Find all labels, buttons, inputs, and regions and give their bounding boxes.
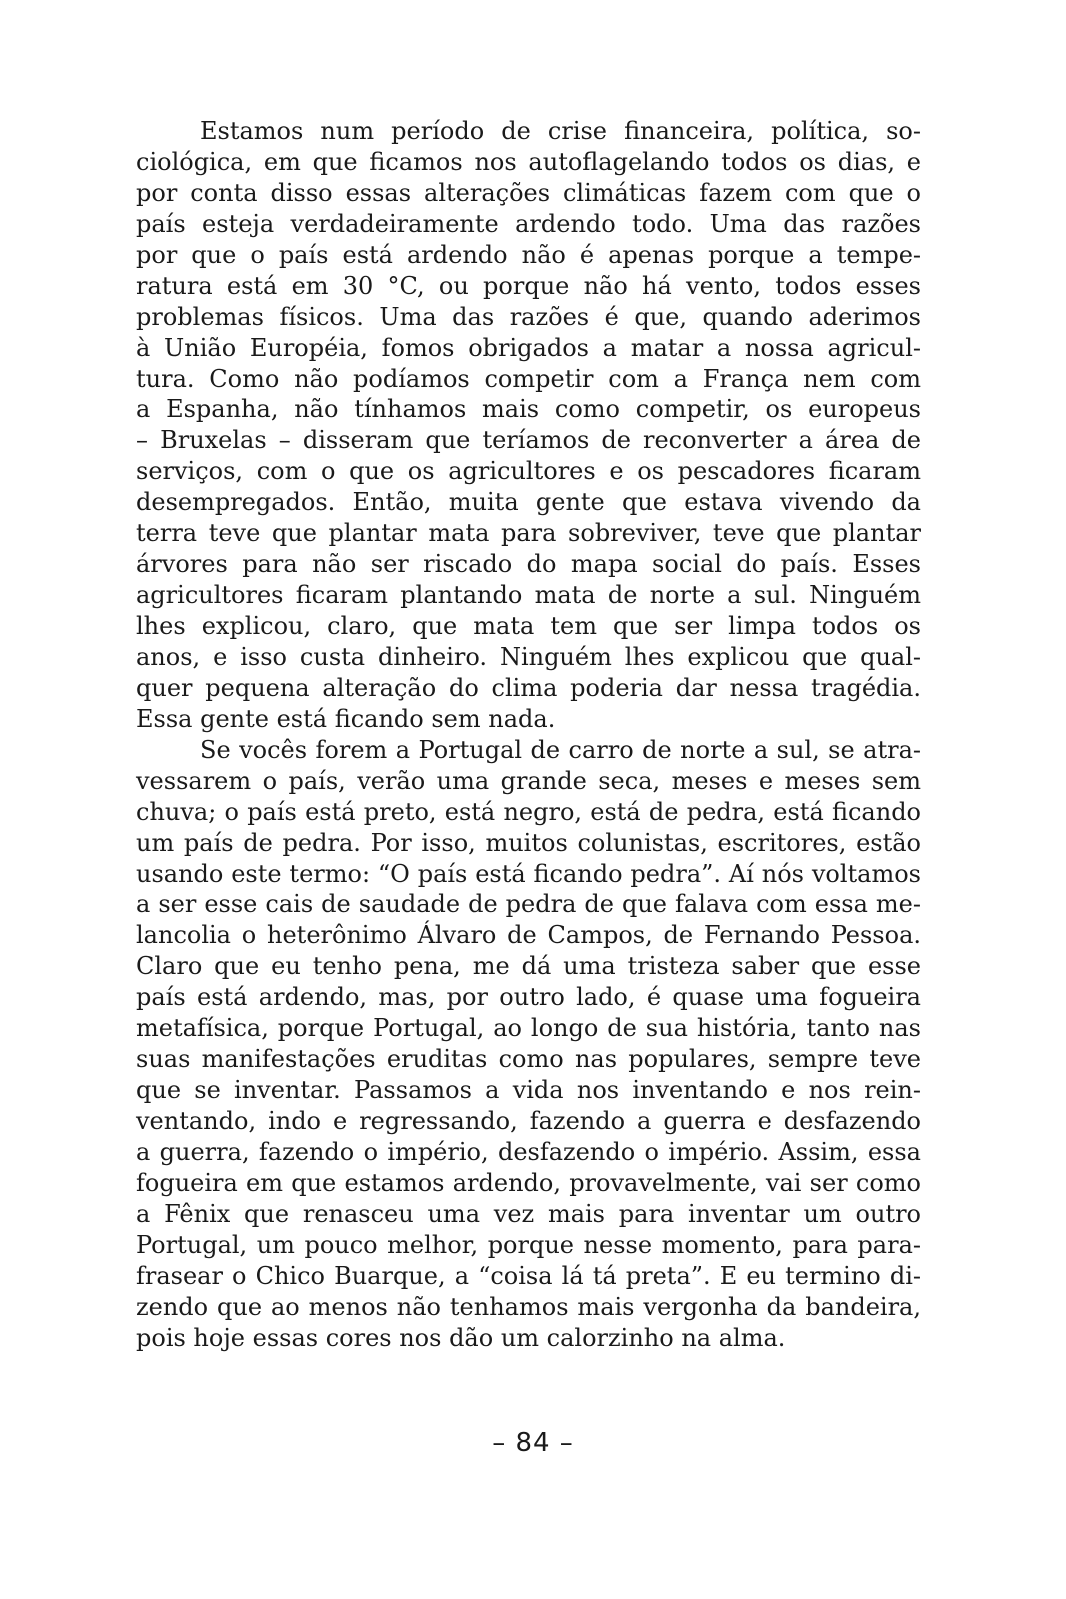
- text-line: por que o país está ardendo não é apenas porque a tempe-: [136, 240, 921, 269]
- text-line: – Bruxelas – disseram que teríamos de reconverter a área de: [136, 426, 921, 455]
- paragraph-1: [136, 116, 921, 735]
- text-line: pois hoje essas cores nos dão um calorzinho na alma.: [136, 1323, 786, 1352]
- text-line: ciológica, em que ficamos nos autoflagelando todos os dias, e: [136, 147, 921, 176]
- text-line: tura. Como não podíamos competir com a França nem com: [136, 364, 921, 393]
- text-line: vessarem o país, verão uma grande seca, meses e meses sem: [136, 766, 921, 795]
- text-line: metafísica, porque Portugal, ao longo de sua história, tanto nas: [136, 1014, 921, 1043]
- text-line: a guerra, fazendo o império, desfazendo o império. Assim, essa: [136, 1137, 921, 1166]
- text-line: quer pequena alteração do clima poderia dar nessa tragédia.: [136, 673, 921, 702]
- text-line: ratura está em 30 °C, ou porque não há vento, todos esses: [136, 271, 921, 300]
- text-line: Portugal, um pouco melhor, porque nesse momento, para para-: [136, 1230, 921, 1259]
- text-line: um país de pedra. Por isso, muitos colunistas, escritores, estão: [136, 828, 921, 857]
- text-line: a ser esse cais de saudade de pedra de que falava com essa me-: [136, 890, 921, 919]
- text-line: Estamos num período de crise financeira, política, so-: [200, 117, 921, 145]
- text-line: terra teve que plantar mata para sobreviver, teve que plantar: [136, 519, 921, 548]
- paragraph-2: [136, 735, 921, 1354]
- text-line: lhes explicou, claro, que mata tem que ser limpa todos os: [136, 612, 921, 640]
- text-line: árvores para não ser riscado do mapa social do país. Esses: [136, 550, 921, 579]
- text-line: Claro que eu tenho pena, me dá uma tristeza saber que esse: [136, 952, 921, 981]
- text-line: zendo que ao menos não tenhamos mais vergonha da bandeira,: [136, 1292, 921, 1321]
- text-line: a Fênix que renasceu uma vez mais para inventar um outro: [136, 1199, 921, 1228]
- text-line: usando este termo: “O país está ficando pedra”. Aí nós voltamos: [136, 859, 921, 888]
- text-line: desempregados. Então, muita gente que estava vivendo da: [136, 488, 921, 517]
- page-number: – 84 –: [492, 1428, 574, 1458]
- text-line: Se vocês forem a Portugal de carro de norte a sul, se atra-: [200, 735, 921, 764]
- text-line: por conta disso essas alterações climáticas fazem com que o: [136, 178, 921, 207]
- text-line: chuva; o país está preto, está negro, está de pedra, está ficando: [136, 797, 921, 826]
- text-line: serviços, com o que os agricultores e os pescadores ficaram: [136, 457, 921, 486]
- text-line: lancolia o heterônimo Álvaro de Campos, de Fernando Pessoa.: [136, 921, 921, 950]
- text-line: agricultores ficaram plantando mata de norte a sul. Ninguém: [136, 581, 921, 610]
- text-line: à União Européia, fomos obrigados a matar a nossa agricul-: [136, 333, 921, 362]
- text-line: país esteja verdadeiramente ardendo todo. Uma das razões: [136, 209, 921, 238]
- text-line: que se inventar. Passamos a vida nos inventando e nos rein-: [136, 1076, 921, 1105]
- text-line: a Espanha, não tínhamos mais como competir, os europeus: [136, 395, 921, 424]
- text-line: anos, e isso custa dinheiro. Ninguém lhes explicou que qual-: [136, 642, 921, 671]
- text-line: frasear o Chico Buarque, a “coisa lá tá preta”. E eu termino di-: [136, 1261, 921, 1290]
- text-line: país está ardendo, mas, por outro lado, é quase uma fogueira: [136, 983, 921, 1012]
- text-line: ventando, indo e regressando, fazendo a guerra e desfazendo: [136, 1107, 921, 1135]
- body-text: [136, 116, 921, 1354]
- text-line: fogueira em que estamos ardendo, provavelmente, vai ser como: [136, 1168, 921, 1197]
- text-line: suas manifestações eruditas como nas populares, sempre teve: [136, 1045, 921, 1074]
- text-line: Essa gente está ficando sem nada.: [136, 704, 556, 733]
- text-line: problemas físicos. Uma das razões é que, quando aderimos: [136, 302, 921, 331]
